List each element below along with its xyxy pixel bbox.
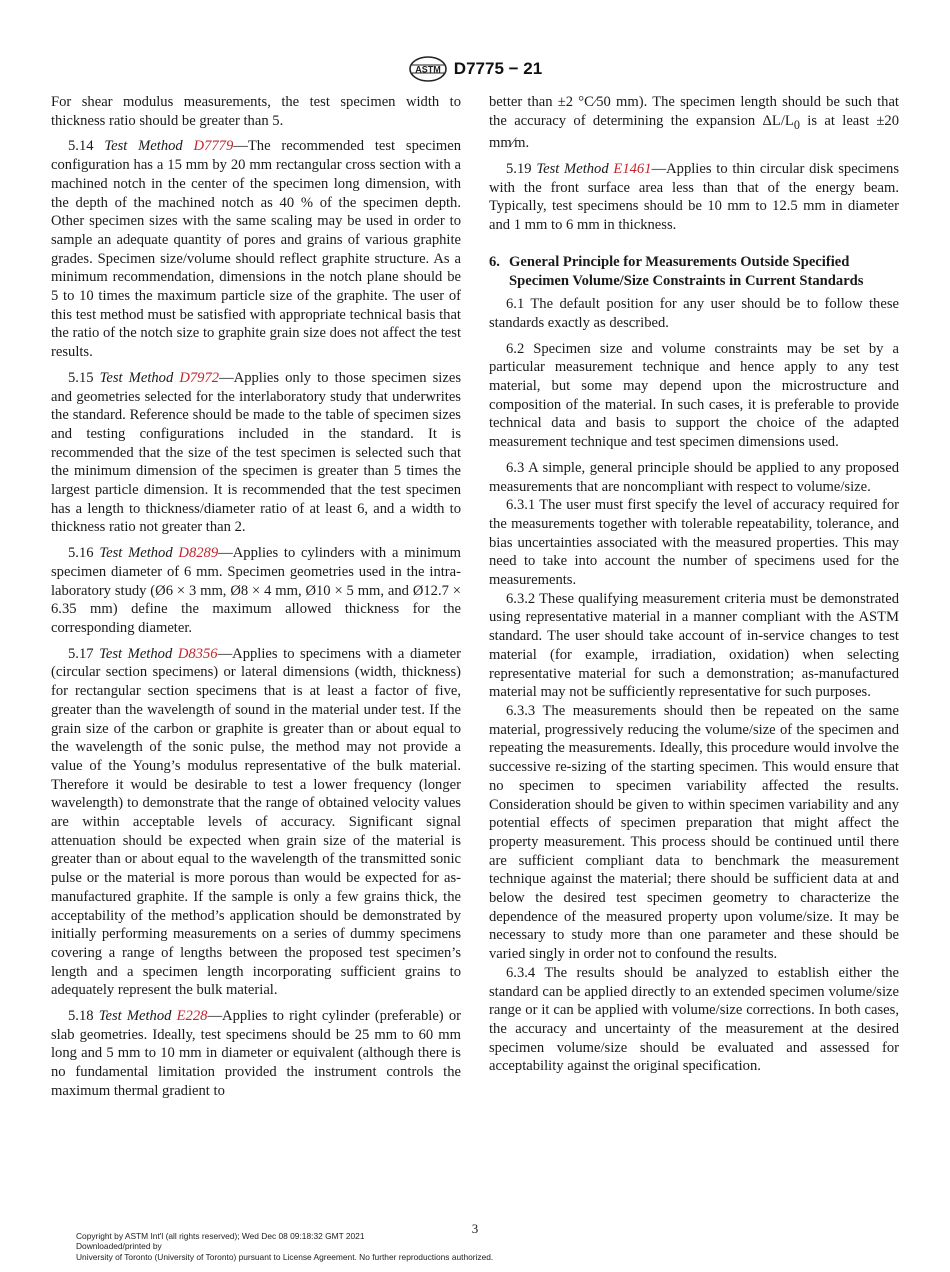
section-5-14: 5.14 Test Method D7779—The recommended test specimen configuration has a 15 mm by 20 mm rectangular cross section with a machined notch in the center of the specimen long dimension, with the depth of the machined notch as 40 % of the specimen depth. Other specimen sizes with the same scaling may be used in order to sample an adequate quantity of pores and grains of various graphite grades. Specimen size/volume should reflect graphite structure. As a minimum recommendation, dimensions in the notch plane should be 5 to 10 times the maximum particle size of the graphite. The user of this test method must be satisfied with appropriate technical basis that the ratio of the notch size to graphite grain size does not affect the test results.	[51, 138, 462, 361]
ref-link-d8356[interactable]: D8356	[177, 645, 218, 662]
intro-paragraph: For shear modulus measurements, the test specimen width to thickness ratio should be greater than 5.	[51, 94, 461, 129]
section-6-1: 6.1 The default position for any user should be to follow these standards exactly as described.	[489, 296, 899, 331]
section-6-heading: 6. General Principle for Measurements Outside Specified Specimen Volume/Size Constraints in Current Standards	[489, 253, 864, 289]
page-header	[0, 54, 950, 84]
ref-link-e1461[interactable]: E1461	[613, 161, 652, 178]
section-6-3-2: 6.3.2 These qualifying measurement criteria must be demonstrated using representative material in a manner compliant with the ASTM standard. The user should take account of in-service changes to test material (for example, irradiation, oxidation) when selecting representative material for such a demonstration; as-manufactured material may not be sufficiently representative for such purposes.	[489, 590, 899, 701]
section-5-19: 5.19 Test Method E1461—Applies to thin circular disk specimens with the front surface area less than that of the energy beam. Typically, test specimens should be 10 mm to 12.5 mm in diameter and 1 mm to 6 mm in thickness.	[489, 161, 900, 234]
astm-logo-text: ASTM	[415, 64, 441, 75]
section-6-3: 6.3 A simple, general principle should be applied to any proposed measurements that are noncompliant with respect to volume/size.	[489, 459, 899, 495]
astm-logo-icon	[408, 55, 448, 83]
section-5-16: 5.16 Test Method D8289—Applies to cylinders with a minimum specimen diameter of 6 mm. Specimen geometries used in the intra-laboratory study (Ø6 × 3 mm, Ø8 × 4 mm, Ø10 × 5 mm, and Ø12.7 × 6.35 mm) define the maximum allowed thickness for the corresponding diameter.	[51, 545, 461, 636]
section-5-15: 5.15 Test Method D7972—Applies only to those specimen sizes and geometries selected for the interlaboratory study that underwrites the standard. Reference should be made to the table of specimen sizes and testing configurations included in the standard. It is recommended that the size of the test specimen is selected such that the minimum dimension of the specimen is greater than 5 times the largest particle dimension. It is recommended that the test specimen has a length to thickness/diameter ratio of at least 6, and a width to thickness ratio not greater than 2.	[51, 369, 461, 536]
section-6-3-1: 6.3.1 The user must first specify the level of accuracy required for the measurements together with tolerable repeatability, tolerance, and bias uncertainties associated with the measured properties. This may need to take into account the number of specimens used for the measurements.	[489, 497, 899, 589]
ref-link-d7779[interactable]: D7779	[193, 138, 234, 155]
section-5-18-continued: better than ±2 °C⁄50 mm). The specimen length should be such that the accuracy of determining the expansion $\Delta L/L_0$ is at least ±20 mm⁄m.	[489, 94, 899, 152]
document-designation: D7775 − 21	[453, 59, 543, 78]
section-6-3-4: 6.3.4 The results should be analyzed to establish either the standard can be applied directly to an extended specimen volume/size range or it can be applied with volume/size corrections. In both cases, the accuracy and uncertainty of the measurement at the desired specimen volume/size should be evaluated and assessed for acceptability against the original specification.	[489, 964, 899, 1075]
copyright-footer	[76, 1231, 493, 1262]
ref-link-d8289[interactable]: D8289	[178, 545, 219, 562]
footer-line-3: University of Toronto (University of Toronto) pursuant to License Agreement. No further reproductions authorized.	[76, 1251, 494, 1262]
section-6-3-3: 6.3.3 The measurements should then be repeated on the same material, progressively reducing the volume/size of the specimen and repeating the measurements. Ideally, this procedure would involve the successive re-sizing of the starting specimen. This would ensure that no specimen to specimen variability affected the results. Consideration should be given to within specimen variability and any potential effects of specimen preparation that might affect the property measurement. This process should be continued until there are sufficient compliant data to benchmark the measurement technique against the material; there should be sufficient data at and below the desired test specimen geometry to characterize the dependence of the measured property upon volume/size. It may be necessary to study more than one parameter and these should be varied singly in order not to confound the results.	[489, 703, 899, 963]
page-number: 3	[471, 1221, 479, 1236]
section-6-2: 6.2 Specimen size and volume constraints may be set by a particular measurement technique and hence apply to any test material, but some may depend upon the microstructure and composition of the material. In such cases, it is preferable to provide technical data and basis to support the choice of the adapted measurement technique and test specimen dimensions used.	[489, 340, 899, 451]
ref-link-e228[interactable]: E228	[176, 1008, 208, 1025]
left-column	[51, 93, 461, 1108]
right-column	[489, 93, 899, 1076]
footer-line-2: Downloaded/printed by	[76, 1241, 162, 1252]
section-5-17: 5.17 Test Method D8356—Applies to specimens with a diameter (circular section specimens) or lateral dimensions (width, thickness) for rectangular section specimens that is at least a factor of five, greater than the wavelength of sound in the material under test. If the grain size of the carbon or graphite is greater than or about equal to the wavelength of the sonic pulse, the method may not provide a value of the Young’s modulus representative of the bulk material. Therefore it would be desirable to test a lower frequency (longer wavelength) to demonstrate that the range of obtained velocity values are within acceptable levels of accuracy. Significant signal attenuation should be expected when grain size of the material is greater than or about equal to the wavelength of the transmitted sonic pulse or the material is more porous than would be expected for as-manufactured graphite. If the sample is only a few grains thick, the acceptability of the method’s application should be demonstrated by initially performing measurements on a series of dummy specimens covering a range of lengths between the proposed test specimen’s length and a specimen length incorporating sufficient grains to adequately represent the bulk material.	[51, 645, 462, 999]
section-5-18: 5.18 Test Method E228—Applies to right cylinder (preferable) or slab geometries. Ideally, test specimens should be 25 mm to 60 mm long and 5 mm to 10 mm in diameter or equivalent (although there is no fundamental limitation provided the instrument controls the maximum thermal gradient to	[51, 1008, 461, 1099]
footer-line-1: Copyright by ASTM Int'l (all rights reserved); Wed Dec 08 09:18:32 GMT 2021	[76, 1231, 365, 1241]
ref-link-d7972[interactable]: D7972	[179, 369, 220, 386]
